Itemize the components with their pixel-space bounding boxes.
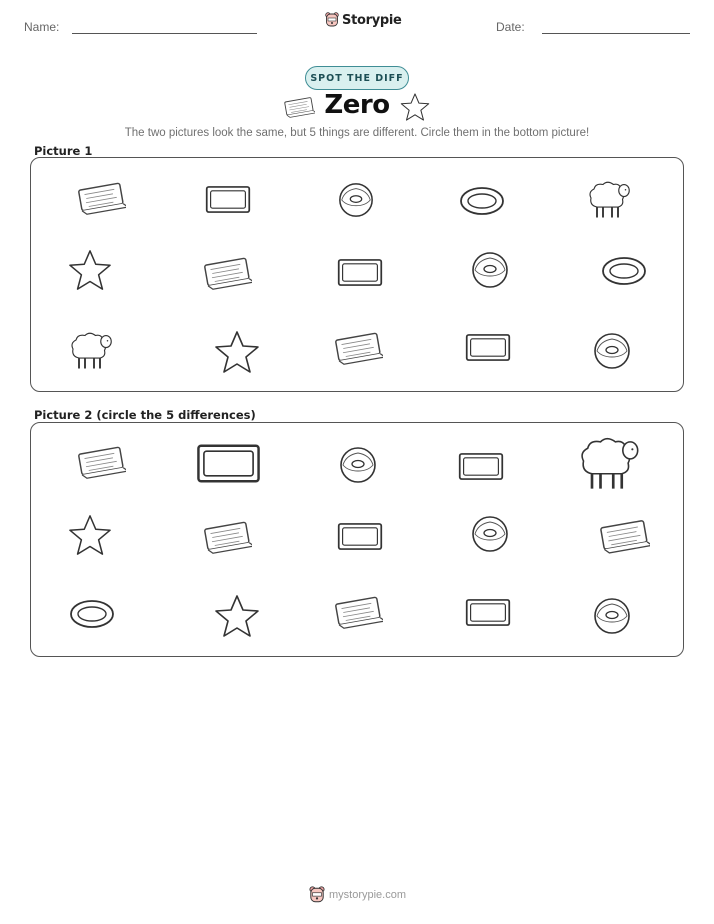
date-line[interactable] (542, 33, 690, 34)
star-icon[interactable] (213, 329, 261, 375)
spot-the-diff-badge: SPOT THE DIFF (305, 66, 409, 90)
donut-icon[interactable] (337, 181, 375, 219)
rectangle-icon[interactable] (464, 333, 512, 362)
rectangle-icon[interactable] (336, 522, 384, 551)
rectangle-icon[interactable] (204, 185, 252, 214)
star-icon[interactable] (67, 513, 113, 557)
name-line[interactable] (72, 33, 257, 34)
cracker-icon[interactable] (333, 330, 383, 366)
rectangle-icon[interactable] (457, 452, 505, 481)
name-label: Name: (24, 20, 60, 34)
donut-icon[interactable] (469, 250, 511, 290)
footer-url[interactable]: mystorypie.com (329, 889, 407, 901)
rectangle-icon[interactable] (336, 258, 384, 287)
cracker-icon[interactable] (202, 519, 252, 555)
sheep-icon[interactable] (585, 174, 633, 222)
footer (309, 886, 406, 904)
donut-icon[interactable] (469, 514, 511, 554)
page-title: Zero (324, 90, 390, 120)
cracker-icon[interactable] (202, 255, 252, 291)
donut-icon[interactable] (591, 596, 633, 636)
cracker-icon (283, 95, 315, 119)
ring-icon[interactable] (458, 185, 506, 217)
brand-name: Storypie (342, 12, 402, 28)
ring-icon[interactable] (68, 598, 116, 630)
cracker-icon[interactable] (76, 444, 126, 480)
instructions: The two pictures look the same, but 5 things are different. Circle them in the bottom picture! (124, 127, 590, 139)
cracker-icon[interactable] (333, 594, 383, 630)
ring-icon[interactable] (600, 254, 648, 288)
cracker-icon[interactable] (76, 180, 126, 216)
star-icon (399, 92, 431, 122)
donut-icon[interactable] (337, 445, 379, 485)
star-icon[interactable] (213, 593, 261, 639)
picture-2-label: Picture 2 (circle the 5 differences) (34, 408, 256, 422)
date-label: Date: (496, 20, 525, 34)
storypie-logo (325, 12, 402, 28)
rectangle-icon[interactable] (195, 443, 262, 484)
picture-1-label: Picture 1 (34, 144, 93, 158)
sheep-icon[interactable] (67, 325, 115, 373)
star-icon[interactable] (67, 248, 113, 292)
donut-icon[interactable] (591, 331, 633, 371)
rectangle-icon[interactable] (464, 598, 512, 627)
cracker-icon[interactable] (598, 517, 650, 555)
bear-icon (325, 12, 339, 28)
sheep-icon[interactable] (575, 428, 643, 494)
bear-icon (309, 886, 325, 904)
